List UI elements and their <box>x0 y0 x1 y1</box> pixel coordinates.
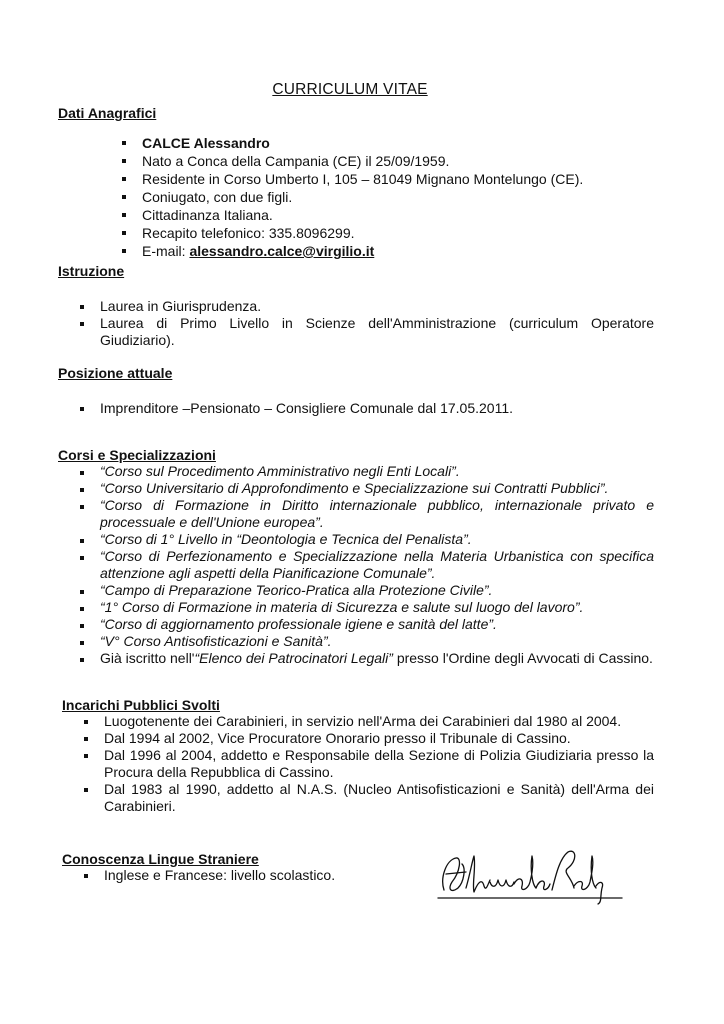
list-item-text: Imprenditore –Pensionato – Consigliere Comunale dal 17.05.2011. <box>100 400 514 416</box>
list-item <box>58 582 654 599</box>
bullet-icon <box>122 213 126 217</box>
list-item <box>58 633 654 650</box>
section-heading-incarichi: Incarichi Pubblici Svolti <box>62 697 220 713</box>
list-item-text: Laurea di Primo Livello in Scienze dell'Amministrazione (curriculum Operatore Giudiziario). <box>100 315 654 348</box>
bullet-icon <box>122 141 126 145</box>
email-link[interactable]: alessandro.calce@virgilio.it <box>189 243 375 259</box>
list-item <box>58 531 654 548</box>
list-item <box>58 315 654 349</box>
email-label: E-mail: <box>142 243 190 259</box>
section-istruzione <box>58 263 654 349</box>
bullet-icon <box>80 624 84 628</box>
list-item-text: “Corso di 1° Livello in “Deontologia e Tecnica del Penalista”. <box>100 531 472 547</box>
istruzione-list <box>58 298 654 349</box>
corsi-list <box>58 463 654 667</box>
section-heading-anagrafici: Dati Anagrafici <box>58 105 157 121</box>
section-heading-corsi: Corsi e Specializzazioni <box>58 447 216 463</box>
bullet-icon <box>80 590 84 594</box>
list-item-text: “Campo di Preparazione Teorico-Pratica alla Protezione Civile”. <box>100 582 493 598</box>
section-lingue <box>58 851 384 884</box>
section-posizione <box>58 365 654 417</box>
list-item <box>58 730 654 747</box>
list-item <box>58 599 654 616</box>
bullet-icon <box>80 305 84 309</box>
bullet-icon <box>84 788 88 792</box>
bullet-icon <box>84 737 88 741</box>
bullet-icon <box>80 539 84 543</box>
list-item <box>58 463 654 480</box>
list-item <box>58 497 654 531</box>
bullet-icon <box>80 505 84 509</box>
list-item-italic: “Elenco dei Patrocinatori Legali” <box>194 650 393 666</box>
incarichi-list <box>58 713 654 815</box>
list-item <box>58 480 654 497</box>
bullet-icon <box>84 720 88 724</box>
list-item-text: “Corso sul Procedimento Amministrativo negli Enti Locali”. <box>100 463 460 479</box>
list-item <box>58 152 654 170</box>
section-incarichi <box>58 697 654 815</box>
bullet-icon <box>122 177 126 181</box>
signature-image <box>432 838 628 908</box>
list-item <box>58 298 654 315</box>
bullet-icon <box>80 556 84 560</box>
list-item-text: Dal 1996 al 2004, addetto e Responsabile della Sezione di Polizia Giudiziaria presso la Procura della Repubblica di Cassino. <box>104 747 654 780</box>
list-item <box>58 206 654 224</box>
bullet-icon <box>84 754 88 758</box>
bullet-icon <box>122 195 126 199</box>
bullet-icon <box>80 607 84 611</box>
list-item-text: “Corso Universitario di Approfondimento e Specializzazione sui Contratti Pubblici”. <box>100 480 609 496</box>
list-item-text: Cittadinanza Italiana. <box>142 207 273 223</box>
list-item-text: Nato a Conca della Campania (CE) il 25/09/1959. <box>142 153 450 169</box>
section-heading-lingue: Conoscenza Lingue Straniere <box>62 851 259 867</box>
bullet-icon <box>80 407 84 411</box>
bullet-icon <box>122 249 126 253</box>
list-item-text: Residente in Corso Umberto I, 105 – 81049 Mignano Montelungo (CE). <box>142 171 584 187</box>
list-item-text: presso l'Ordine degli Avvocati di Cassino. <box>392 650 653 666</box>
section-corsi <box>58 447 654 667</box>
list-item <box>58 713 654 730</box>
bullet-icon <box>84 874 88 878</box>
list-item-text: “Corso di Formazione in Diritto internazionale pubblico, internazionale privato e processuale e dell'Unione europea”. <box>100 497 654 530</box>
section-anagrafici <box>58 105 654 260</box>
list-item-text: Già iscritto nell' <box>100 650 195 666</box>
bullet-icon <box>122 231 126 235</box>
list-item <box>58 170 654 188</box>
list-item <box>58 188 654 206</box>
anagrafici-list <box>58 134 654 260</box>
list-item-text: Coniugato, con due figli. <box>142 189 293 205</box>
list-item-text: Luogotenente dei Carabinieri, in servizio nell'Arma dei Carabinieri dal 1980 al 2004. <box>104 713 622 729</box>
list-item <box>58 224 654 242</box>
list-item-text: Dal 1983 al 1990, addetto al N.A.S. (Nucleo Antisofisticazioni e Sanità) dell'Arma dei Carabinieri. <box>104 781 654 814</box>
list-item-text: “V° Corso Antisofisticazioni e Sanità”. <box>100 633 332 649</box>
section-heading-istruzione: Istruzione <box>58 263 125 279</box>
list-item-text: Laurea in Giurisprudenza. <box>100 298 262 314</box>
list-item <box>58 650 654 667</box>
list-item-text: Dal 1994 al 2002, Vice Procuratore Onorario presso il Tribunale di Cassino. <box>104 730 571 746</box>
list-item-text: Recapito telefonico: 335.8096299. <box>142 225 355 241</box>
list-item-text: “1° Corso di Formazione in materia di Sicurezza e salute sul luogo del lavoro”. <box>100 599 584 615</box>
bullet-icon <box>80 488 84 492</box>
list-item <box>58 548 654 582</box>
list-item <box>58 747 654 781</box>
bullet-icon <box>80 471 84 475</box>
bullet-icon <box>80 658 84 662</box>
page-title: CURRICULUM VITAE <box>272 81 428 98</box>
bullet-icon <box>122 159 126 163</box>
list-item <box>58 781 654 815</box>
list-item-text: “Corso di aggiornamento professionale igiene e sanità del latte”. <box>100 616 497 632</box>
list-item <box>58 400 654 417</box>
bullet-icon <box>80 641 84 645</box>
section-heading-posizione: Posizione attuale <box>58 365 173 381</box>
list-item-text: Inglese e Francese: livello scolastico. <box>104 867 336 883</box>
list-item <box>58 134 654 152</box>
person-name: CALCE Alessandro <box>142 135 270 151</box>
list-item <box>58 616 654 633</box>
bullet-icon <box>80 322 84 326</box>
posizione-list <box>58 400 654 417</box>
list-item <box>58 242 654 260</box>
list-item-text: “Corso di Perfezionamento e Specializzazione nella Materia Urbanistica con specifica attenzione agli aspetti della Pianificazione Comunale”. <box>100 548 654 581</box>
list-item <box>58 867 384 884</box>
lingue-list <box>58 867 384 884</box>
